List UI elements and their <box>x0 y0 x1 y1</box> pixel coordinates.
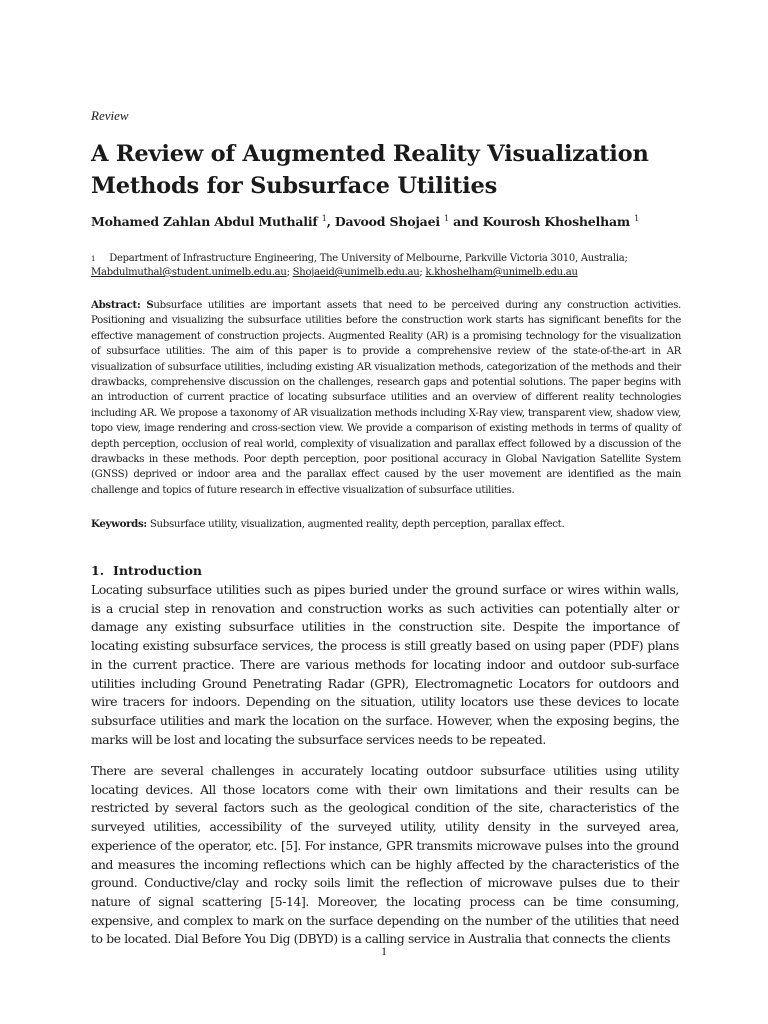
keywords-label: Keywords: <box>91 518 147 530</box>
email-separator: ; <box>419 267 426 278</box>
section-number: 1. <box>91 563 105 578</box>
abstract-initial: S <box>146 299 154 311</box>
page-number: 1 <box>381 944 387 958</box>
affiliation-number: 1 <box>91 255 96 263</box>
author-list <box>91 214 639 229</box>
affiliation-marker: 1 <box>444 214 449 223</box>
keywords <box>91 518 681 530</box>
keywords-text: Subsurface utility, visualization, augmented reality, depth perception, parallax effect. <box>149 519 565 530</box>
body-paragraph: Locating subsurface utilities such as pipes buried under the ground surface or wires within walls, is a crucial step in renovation and construction works as such activities can potentially alter or damage any existing subsurface utilities in the construction site. Despite the importance of locating existing subsurface services, the process is still greatly based on using paper (PDF) plans in the current practice. There are various methods for locating indoor and outdoor sub-surface utilities including Ground Penetrating Radar (GPR), Electromagnetic Locators for outdoors and wire tracers for indoors. Depending on the situation, utility locators use these devices to locate subsurface utilities and mark the location on the surface. However, when the exposing begins, the marks will be lost and locating the subsurface services needs to be repeated. <box>91 583 679 747</box>
author-name: Mohamed Zahlan Abdul Muthalif <box>91 214 318 230</box>
email-link[interactable]: Mabdulmuthal@student.unimelb.edu.au <box>91 267 287 278</box>
section-title: Introduction <box>113 563 203 578</box>
body-paragraph: There are several challenges in accurately locating outdoor subsurface utilities using utility locating devices. All those locators come with their own limitations and their results can be restricted by several factors such as the geological condition of the site, characteristics of the surveyed utilities, accessibility of the surveyed utility, utility density in the surveyed area, experience of the operator, etc. [5]. For instance, GPR transmits microwave pulses into the ground and measures the incoming reflections which can be highly affected by the characteristics of the ground. Conductive/clay and rocky soils limit the reflection of microwave pulses due to their nature of signal scattering [5-14]. Moreover, the locating process can be time consuming, expensive, and complex to mark on the surface depending on the number of the utilities that need to be located. Dial Before You Dig (DBYD) is a calling service in Australia that connects the clients <box>91 764 679 947</box>
author-separator: and <box>448 214 483 230</box>
author-separator: , <box>326 214 335 230</box>
section-heading <box>91 563 202 578</box>
abstract <box>91 298 681 498</box>
affiliation-text: Department of Infrastructure Engineering, The University of Melbourne, Parkville Victoria 3010, Australia; <box>109 253 628 264</box>
paper-title: A Review of Augmented Reality Visualization Methods for Subsurface Utilities <box>91 141 649 199</box>
email-link[interactable]: k.khoshelham@unimelb.edu.au <box>425 267 578 278</box>
abstract-label: Abstract: <box>91 299 141 311</box>
affiliation-block <box>91 252 691 280</box>
article-type-label: Review <box>91 108 129 123</box>
author-name: Kourosh Khoshelham <box>482 214 630 230</box>
affiliation-marker: 1 <box>634 214 639 223</box>
email-link[interactable]: Shojaeid@unimelb.edu.au <box>292 267 420 278</box>
email-separator: ; <box>286 267 293 278</box>
affiliation-marker: 1 <box>321 214 327 223</box>
author-name: Davood Shojaei <box>334 214 440 230</box>
abstract-text: ubsurface utilities are important assets that need to be perceived during any construction activities. Positioning and visualizing the subsurface utilities before the construction work starts has significant benefits for the effective management of construction projects. Augmented Reality (AR) is a promising technology for the visualization of subsurface utilities. The aim of this paper is to provide a comprehensive review of the state-of-the-art in AR visualization of subsurface utilities, including existing AR visualization methods, categorization of the methods and their drawbacks, comprehensive discussion on the challenges, research gaps and potential solutions. The paper begins with an introduction of current practice of locating subsurface utilities and an overview of different reality technologies including AR. We propose a taxonomy of AR visualization methods including X-Ray view, transparent view, shadow view, topo view, image rendering and cross-section view. We provide a comparison of existing methods in terms of quality of depth perception, occlusion of real world, complexity of visualization and parallax effect followed by a discussion of the drawbacks in these methods. Poor depth perception, poor positional accuracy in Global Navigation Satellite System (GNSS) deprived or indoor area and the parallax effect caused by the user movement are identified as the main challenge and topics of future research in effective visualization of subsurface utilities. <box>91 300 681 496</box>
